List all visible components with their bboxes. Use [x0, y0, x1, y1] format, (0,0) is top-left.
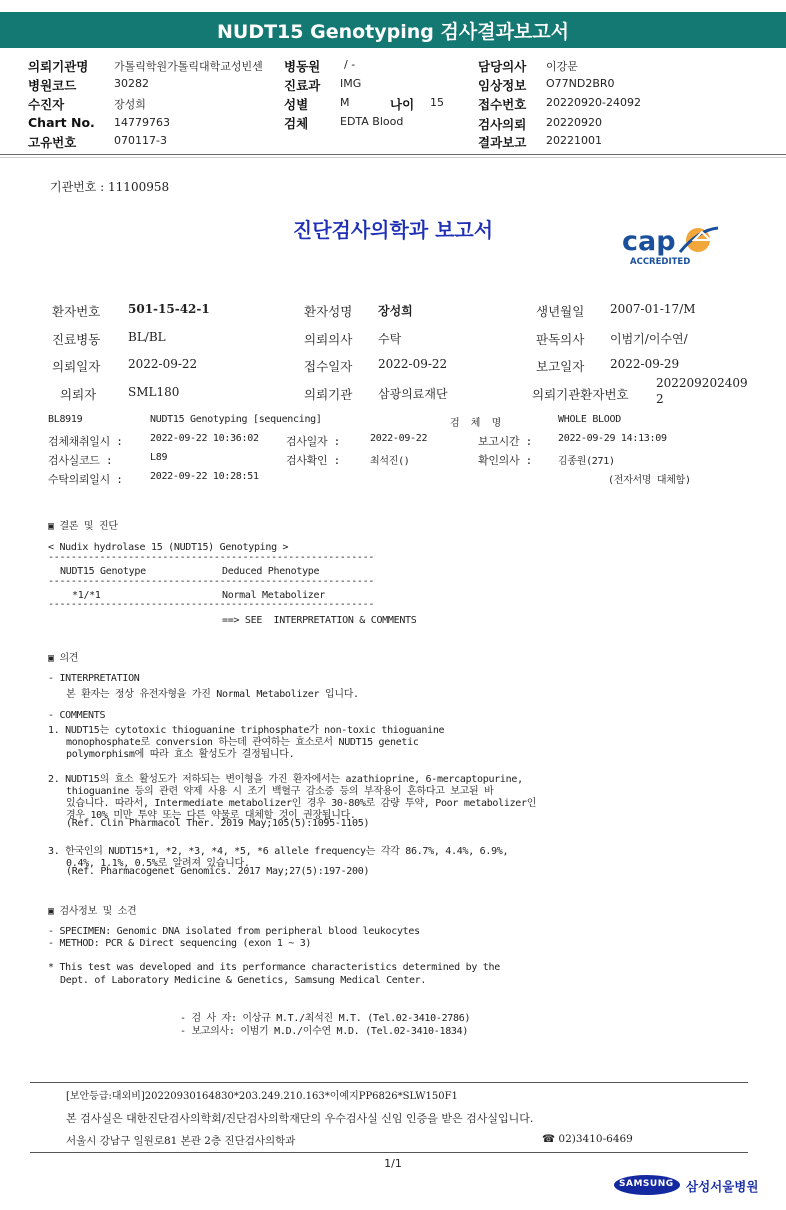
gene-header: < Nudix hydrolase 15 (NUDT15) Genotyping > [48, 542, 289, 553]
grid-req-inst-value: 삼광의료재단 [378, 387, 448, 401]
grid-pt-no-label: 환자번호 [52, 304, 101, 319]
clinical-value: O77ND2BR0 [546, 77, 615, 90]
top-divider-shadow [0, 157, 786, 158]
report-date-label: 결과보고 [478, 135, 527, 150]
receipt-value: 20220920-24092 [546, 96, 641, 109]
comment-1-line-3: polymorphism에 따라 효소 활성도가 결정됩니다. [66, 749, 295, 760]
req-inst-value: 가톨릭학원가톨릭대학교성빈센 [114, 60, 263, 73]
req-inst-label: 의뢰기관명 [28, 59, 89, 74]
grid-dob-label: 생년월일 [536, 304, 585, 319]
specimen-name-label: 검 체 명 [450, 418, 501, 429]
comment-3-line-2: 0.4%, 1.1%, 0.5%로 알려져 있습니다. [66, 858, 250, 869]
grid-ward-label: 진료병동 [52, 332, 101, 347]
hosp-code-label: 병원코드 [28, 78, 77, 93]
dash-line-1: --------------------------------------------------------- [48, 552, 375, 563]
report-time-value: 2022-09-29 14:13:09 [558, 433, 667, 444]
comment-2-line-4: 경우 10% 미만 투약 또는 다른 약물로 대체할 것이 권장됩니다. [66, 810, 356, 821]
req-time-label: 수탁의뢰일시 : [48, 473, 123, 486]
interpretation-text: 본 환자는 정상 유전자형을 가진 Normal Metabolizer 입니다. [66, 689, 359, 700]
age-value: 15 [430, 96, 444, 109]
specimen-name-value: WHOLE BLOOD [558, 414, 621, 425]
institution-number: 기관번호 : 11100958 [50, 180, 170, 194]
ward-value: / - [344, 58, 356, 71]
dash-line-2: --------------------------------------------------------- [48, 576, 375, 587]
test-code: BL8919 [48, 414, 83, 425]
comment-2-line-3: 있습니다. 따라서, Intermediate metabolizer인 경우 30-80%로 감량 투약, Poor metabolizer인 [66, 798, 537, 809]
comment-2-line-1: 2. NUDT15의 효소 활성도가 저하되는 변이형을 가진 환자에서는 azathioprine, 6-mercaptopurine, [48, 774, 523, 785]
phenotype-value: Normal Metabolizer [222, 590, 325, 601]
comment-3-line-3: (Ref. Pharmacogenet Genomics. 2017 May;27(5):197-200) [66, 866, 370, 877]
tester-line: - 검 사 자: 이상규 M.T./최석진 M.T. (Tel.02-3410-2786) [180, 1013, 471, 1024]
grid-dob-value: 2007-01-17/M [610, 302, 696, 316]
comment-3-line-1: 3. 한국인의 NUDT15*1, *2, *3, *4, *5, *6 allele frequency는 각각 86.7%, 4.4%, 6.9%, [48, 846, 509, 857]
grid-req-date-label: 의뢰일자 [52, 359, 101, 374]
col-genotype-header: NUDT15 Genotype [60, 566, 146, 577]
patient-label: 수진자 [28, 97, 65, 112]
footer-divider-top [30, 1082, 748, 1083]
ward-label: 병동원 [284, 59, 321, 74]
report-header-bar [0, 12, 786, 48]
specimen-value: EDTA Blood [340, 115, 404, 128]
collect-value: 2022-09-22 10:36:02 [150, 433, 259, 444]
top-divider [0, 154, 786, 155]
chart-no-label: Chart No. [28, 115, 95, 130]
certification-line: 본 검사실은 대한진단검사의학회/진단검사의학재단의 우수검사실 신임 인증을 받은 검사실입니다. [66, 1112, 534, 1125]
dept-label: 진료과 [284, 78, 321, 93]
specimen-label: 검체 [284, 116, 309, 131]
esign-note: (전자서명 대체함) [608, 475, 691, 486]
grid-pt-name-label: 환자성명 [304, 304, 353, 319]
grid-rcv-date-value: 2022-09-22 [378, 357, 448, 371]
grid-req-date-value: 2022-09-22 [128, 357, 198, 371]
page-number: 1/1 [384, 1157, 402, 1170]
hosp-code-value: 30282 [114, 77, 149, 90]
grid-ward-value: BL/BL [128, 330, 166, 344]
dash-line-3: --------------------------------------------------------- [48, 599, 375, 610]
cap-logo-text: cap [622, 226, 676, 257]
grid-req-doc-label: 의뢰의사 [304, 332, 353, 347]
report-header-title: NUDT15 Genotyping 검사결과보고서 [217, 21, 569, 43]
req-time-value: 2022-09-22 10:28:51 [150, 471, 259, 482]
test-date-label: 검사일자 : [286, 435, 340, 448]
comment-2-line-5: (Ref. Clin Pharmacol Ther. 2019 May;105(5):1095-1105) [66, 818, 370, 829]
comments-title: - COMMENTS [48, 710, 106, 721]
sex-value: M [340, 96, 350, 109]
note-line-2: Dept. of Laboratory Medicine & Genetics, Samsung Medical Center. [60, 975, 427, 986]
grid-req-doc-value: 수탁 [378, 332, 402, 346]
grid-rcv-date-label: 접수일자 [304, 359, 353, 374]
collect-label: 검체채취일시 : [48, 435, 123, 448]
req-date-value: 20220920 [546, 116, 602, 129]
req-date-label: 검사의뢰 [478, 117, 527, 132]
grid-read-doc-label: 판독의사 [536, 332, 585, 347]
section-testinfo-title: ▣ 검사정보 및 소견 [48, 906, 137, 917]
age-label: 나이 [390, 97, 415, 112]
reporter-line: - 보고의사: 이범기 M.D./이수연 M.D. (Tel.02-3410-1834) [180, 1026, 469, 1037]
grid-rpt-date-value: 2022-09-29 [610, 357, 680, 371]
grid-req-inst-label: 의뢰기관 [304, 387, 353, 402]
confirm-label: 검사확인 : [286, 454, 340, 467]
hospital-name: 삼성서울병원 [686, 1179, 759, 1194]
confirm-doc-value: 김종원(271) [558, 456, 615, 467]
comment-1-line-2: monophosphate로 conversion 하는데 관여하는 효소로서 NUDT15 genetic [66, 737, 419, 748]
grid-requester-label: 의뢰자 [60, 387, 97, 402]
samsung-hospital-logo [614, 1173, 764, 1199]
report-title: 진단검사의학과 보고서 [292, 218, 494, 242]
grid-requester-value: SML180 [128, 385, 180, 399]
interpretation-title: - INTERPRETATION [48, 673, 140, 684]
test-name: NUDT15 Genotyping [sequencing] [150, 414, 322, 425]
chart-no-value: 14779763 [114, 116, 170, 129]
see-interpretation-note: ==> SEE INTERPRETATION & COMMENTS [222, 615, 417, 626]
grid-read-doc-value: 이범기/이수연/ [610, 332, 688, 346]
grid-pt-name-value: 장성희 [378, 304, 413, 318]
patient-value: 장성희 [114, 98, 146, 111]
phone-line: ☎ 02)3410-6469 [542, 1133, 633, 1145]
samsung-logo-text: SAMSUNG [619, 1179, 674, 1189]
lab-code-label: 검사실코드 : [48, 454, 113, 467]
lab-code-value: L89 [150, 452, 168, 463]
receipt-label: 접수번호 [478, 97, 527, 112]
grid-req-inst-pt-label: 의뢰기관환자번호 [532, 387, 629, 402]
confirm-doc-label: 확인의사 : [478, 454, 532, 467]
section-conclusion-title: ▣ 결론 및 진단 [48, 521, 118, 532]
grid-req-inst-pt-value-2: 2 [656, 392, 664, 406]
grid-req-inst-pt-value-1: 202209202409 [656, 376, 748, 390]
report-date-value: 20221001 [546, 134, 602, 147]
method-line: - METHOD: PCR & Direct sequencing (exon 1 ~ 3) [48, 938, 312, 949]
col-phenotype-header: Deduced Phenotype [222, 566, 320, 577]
comment-2-line-2: thioguanine 등의 관련 약제 사용 시 조기 백혈구 감소증 등의 부작용이 흔하다고 보고된 바 [66, 786, 494, 797]
section-opinion-title: ▣ 의견 [48, 653, 79, 664]
genotype-value: *1/*1 [72, 590, 101, 601]
unique-id-value: 070117-3 [114, 134, 167, 147]
unique-id-label: 고유번호 [28, 135, 77, 150]
sex-label: 성별 [284, 97, 309, 112]
specimen-line: - SPECIMEN: Genomic DNA isolated from peripheral blood leukocytes [48, 926, 420, 937]
security-line: [보안등급:대외비]20220930164830*203.249.210.163*이예지PP6826*SLW150F1 [66, 1091, 458, 1102]
grid-rpt-date-label: 보고일자 [536, 359, 585, 374]
footer-divider-bottom [30, 1152, 748, 1153]
test-date-value: 2022-09-22 [370, 433, 428, 444]
address-line: 서울시 강남구 일원로81 본관 2층 진단검사의학과 [66, 1135, 296, 1147]
grid-pt-no-value: 501-15-42-1 [128, 302, 210, 316]
comment-1-line-1: 1. NUDT15는 cytotoxic thioguanine triphosphate가 non-toxic thioguanine [48, 725, 445, 736]
dept-value: IMG [340, 77, 362, 90]
note-line-1: * This test was developed and its performance characteristics determined by the [48, 962, 500, 973]
doctor-label: 담당의사 [478, 59, 527, 74]
report-time-label: 보고시간 : [478, 435, 532, 448]
doctor-value: 이강문 [546, 60, 578, 73]
confirm-value: 최석진() [370, 456, 410, 467]
cap-accredited-text: ACCREDITED [630, 257, 691, 267]
cap-accredited-logo [618, 222, 730, 270]
clinical-label: 임상정보 [478, 78, 527, 93]
